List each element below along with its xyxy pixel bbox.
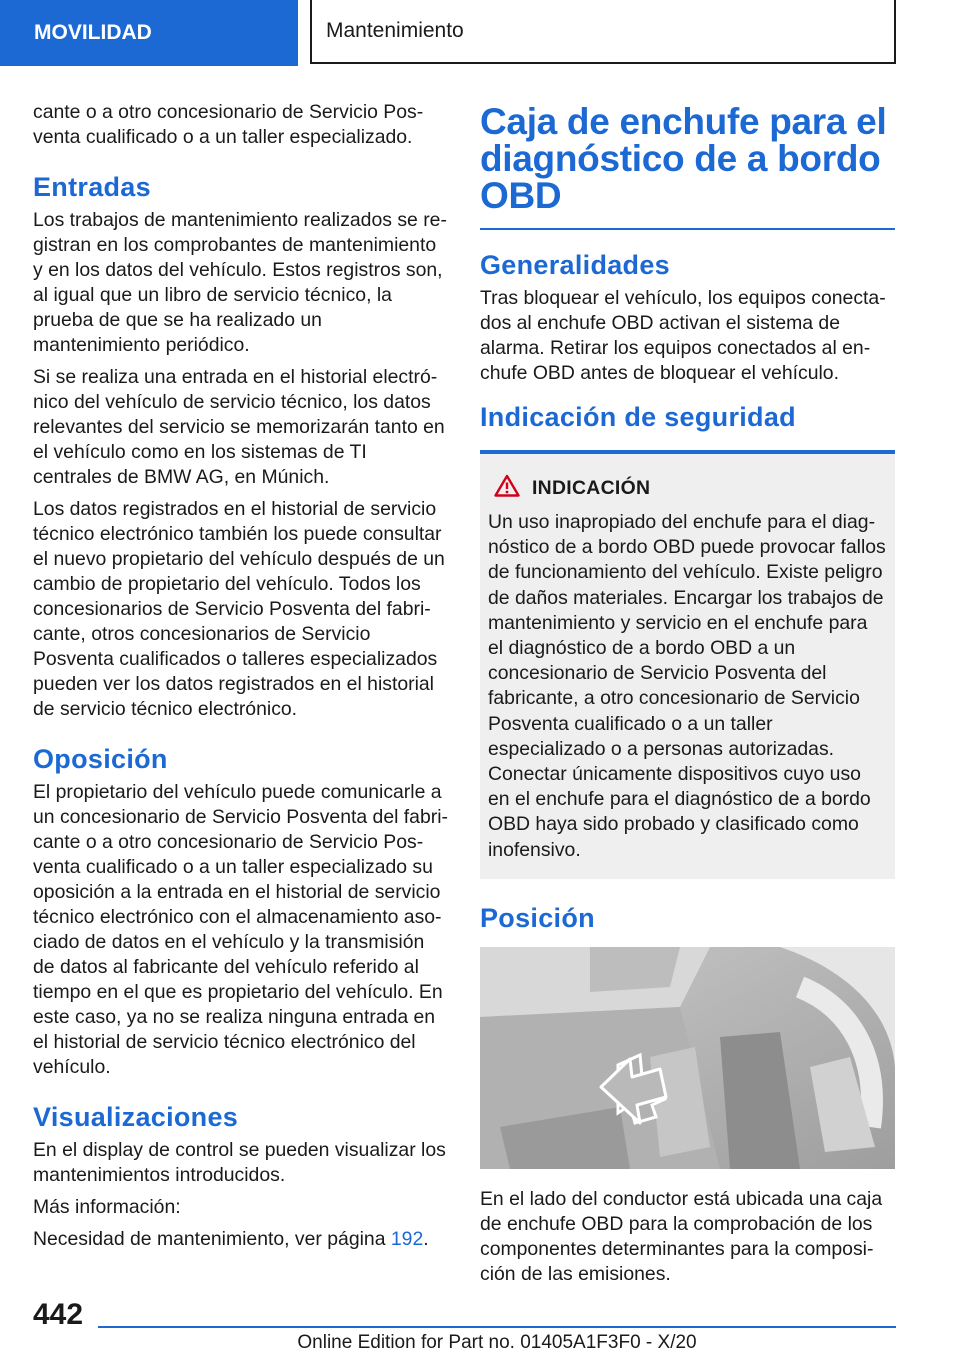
- visualizaciones-ref-text: Necesidad de mantenimiento, ver página: [33, 1228, 391, 1250]
- intro-paragraph: cante o a otro concesionario de Servicio Posventa cualificado o a un taller especializado.: [33, 101, 424, 148]
- generalidades-p1: Tras bloquear el vehículo, los equipos conectados al enchufe OBD activan el sistema de alarma. Retirar los equipos conectados al enchufe OBD antes de bloquear el vehículo.: [480, 287, 886, 384]
- visualizaciones-p1: En el display de control se pueden visualizar los mantenimientos introducidos.: [33, 1139, 446, 1186]
- footer-edition: Online Edition for Part no. 01405A1F3F0 - X/20: [297, 1332, 697, 1353]
- posicion-p1: En el lado del conductor está ubicada una caja de enchufe OBD para la comprobación de los componentes determinantes para la composición de las emisiones.: [480, 1187, 883, 1285]
- heading-oposicion: Oposición: [33, 744, 168, 774]
- section-title: Caja de enchufe para el diagnóstico de a bordo OBD: [480, 101, 887, 216]
- page-number: 442: [33, 1298, 84, 1331]
- oposicion-p1: El propietario del vehículo puede comunicarle a un concesionario de Servicio Posventa del fabricante o a otro concesionario de Servicio Posventa cualificado o a un taller especializado su oposición a la entrada en el historial de servicio técnico electrónico con el almacenamiento asociado de datos en el vehículo y la transmisión de datos al fabricante del vehículo referido al tiempo en el que es propietario del vehículo. En este caso, ya no se realiza ninguna entrada en el historial de servicio técnico electrónico del vehículo.: [33, 781, 448, 1078]
- visualizaciones-ref-suffix: .: [423, 1228, 429, 1250]
- heading-posicion: Posición: [480, 902, 595, 933]
- left-column: [33, 100, 448, 1259]
- heading-visualizaciones: Visualizaciones: [33, 1102, 239, 1132]
- page-reference-link[interactable]: 192: [390, 1228, 424, 1250]
- header-section-tab: MOVILIDAD: [0, 0, 298, 66]
- notice-header: [488, 474, 887, 502]
- warning-triangle-icon: [494, 474, 520, 502]
- notice-text: Un uso inapropiado del enchufe para el diagnóstico de a bordo OBD puede provocar fallos de funcionamiento del vehículo. Existe peligro de daños materiales. Encargar los trabajos de mantenimiento y servicio en el enchufe para el diagnóstico de a bordo OBD a un concesionario de Servicio Posventa del fabricante, a otro concesionario de Servicio Posventa cualificado o a un taller especializado o a personas autorizadas. Conectar únicamente dispositivos cuyo uso en el enchufe para el diagnóstico de a bordo OBD haya sido probado y clasificado como inofensivo.: [488, 511, 886, 861]
- notice-label: INDICACIÓN: [532, 476, 651, 499]
- footer-divider: [98, 1326, 896, 1328]
- visualizaciones-p3: [33, 1227, 448, 1252]
- notice-box: [480, 454, 895, 879]
- right-column: [480, 100, 895, 1294]
- entradas-p1: Los trabajos de mantenimiento realizados se registran en los comprobantes de mantenimiento y en los datos del vehículo. Estos registros son, al igual que un libro de servicio técnico, la prueba de que se ha realizado un mantenimiento periódico.: [33, 209, 447, 356]
- heading-seguridad: Indicación de seguridad: [480, 402, 796, 432]
- entradas-p2: Si se realiza una entrada en el historial electrónico del vehículo de servicio técnico, los datos relevantes del servicio se memorizarán tanto en el vehículo como en los sistemas de TI centrales de BMW AG, en Múnich.: [33, 366, 445, 488]
- entradas-p3: Los datos registrados en el historial de servicio técnico electrónico también los puede consultar el nuevo propietario del vehículo después de un cambio de propietario del vehículo. Todos los concesionarios de Servicio Posventa del fabricante, otros concesionarios de Servicio Posventa cualificados o talleres especializados pueden ver los datos registrados en el historial de servicio técnico electrónico.: [33, 498, 445, 720]
- title-divider: [480, 228, 895, 230]
- visualizaciones-p2: Más información:: [33, 1196, 181, 1218]
- heading-generalidades: Generalidades: [480, 250, 670, 280]
- header-chapter: Mantenimiento: [310, 0, 896, 64]
- heading-entradas: Entradas: [33, 172, 151, 202]
- obd-location-photo: [480, 947, 895, 1169]
